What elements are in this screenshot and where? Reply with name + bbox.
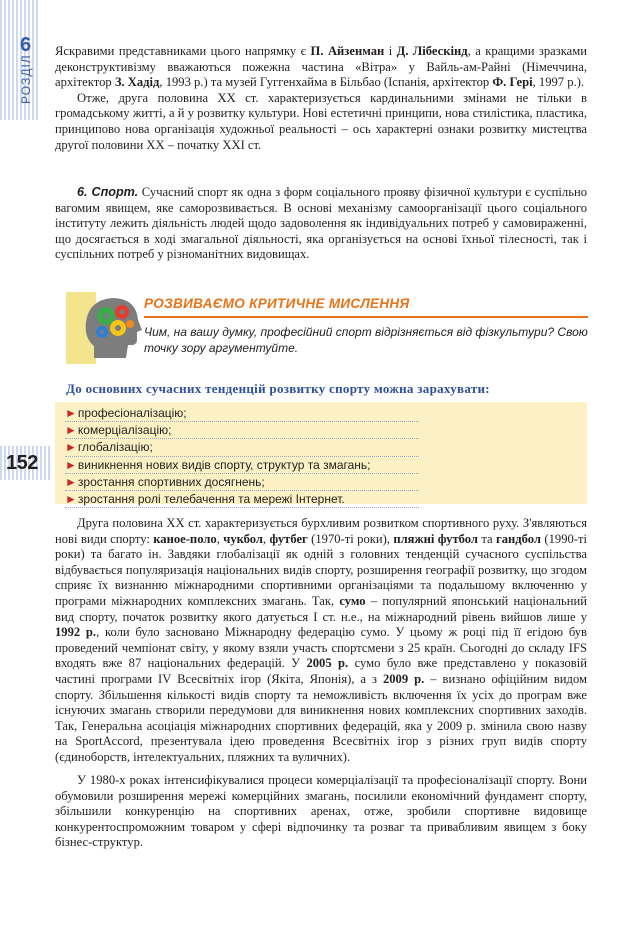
critical-thinking-title: РОЗВИВАЄМО КРИТИЧНЕ МИСЛЕННЯ xyxy=(144,296,410,311)
list-item: ►глобалізацію; xyxy=(65,439,419,456)
page-number-tab xyxy=(0,446,50,480)
chapter-word: РОЗДІЛ xyxy=(18,54,33,104)
paragraph: Друга половина XX ст. характеризується бурхливим розвитком спортивного руху. З'являються нові види спорту: каное-поло, чукбол, футбег (1970-ті роки), пляжні футбол та гандбол (1990-ті роки) та багато ін. Завдяки глобалізації як одній з головних тенденцій сучасного суспільства відбувається популяризація національних видів спорту, розширення географії розвитку, що згодом сприяє їх визнанню міжнародними спортивними організаціями та подальшому включенню у програми міжнародних комплексних змагань. Так, сумо – популярний японський національний вид спорту, початок розвитку якого датується I ст. н.е., на міжнародний рівень вийшов лише у 1992 р., коли було засновано Міжнародну федерацію сумо. У цьому ж році під її егідою був проведений чемпіонат світу, у якому взяли участь спортсмени з 25 країн. Сьогодні до складу IFS входять вже 87 національних федерацій. У 2005 р. сумо було вже представлено у показовій частині програми IV Всесвітніх ігор (Якіта, Японія), а з 2009 р. – визнано офіційним видом спорту. Збільшення кількості видів спорту та неможливість включення їх усіх до програм вже існуючих змагань створили передумови для виникнення нових комплексних спортивних заходів. Так, Генеральна асоціація міжнародних спортивних федерацій, яка у 2009 р. змінила свою назву на SportAccord, презентувала ідею проведення Всесвітніх ігор з різних груп видів спорту (єдиноборств, інтелектуальних, пляжних та вуличних). xyxy=(55,516,587,764)
paragraph: 6. Спорт. Сучасний спорт як одна з форм соціального прояву фізичної культури є суспільно вагомим явищем, яке саморозвивається. В основі механізму самоорганізації цього соціального інституту лежить діяльність людей щодо задоволення як індивідуальних потреб у самовираженні, що досягається в ході змагальної діяльності, яка організується на основі їхньої тілесності, так і суспільних потреб у різноманітних видовищах. xyxy=(55,185,587,262)
text-block-sport xyxy=(55,185,587,263)
triangle-bullet-icon: ► xyxy=(65,492,77,507)
triangle-bullet-icon: ► xyxy=(65,440,77,455)
list-item: ►виникнення нових видів спорту, структур та змагань; xyxy=(65,457,419,474)
text-block-commercialization xyxy=(55,773,587,851)
trends-title: До основних сучасних тенденцій розвитку спорту можна зарахувати: xyxy=(66,381,490,396)
paragraph: Яскравими представниками цього напрямку є П. Айзенман і Д. Лібескінд, а кращими зразками деконструктивізму вважаються пожежна частина «Вітра» у Вайль-ам-Райні (Німеччина, архітектор З. Хадід, 1993 р.) та музей Гуггенхайма в Більбао (Іспанія, архітектор Ф. Гері, 1997 р.). xyxy=(55,44,587,90)
critical-thinking-box xyxy=(66,292,588,364)
list-item: ►зростання спортивних досягнень; xyxy=(65,474,419,491)
critical-thinking-question: Чим, на вашу думку, професійний спорт відрізняється від фізкультури? Свою точку зору аргументуйте. xyxy=(144,325,588,355)
paragraph: У 1980-х роках інтенсифікувалися процеси комерціалізації та професіоналізації спорту. Вони обумовили розширення мережі комерційних змагань, посилили економічний фундамент спорту, збільшили конкуренцію на спортивних аренах, отже, зробили спортивне видовище конкурентоспроможним товаром у сфері відпочинку та розваг та привабливим явищем з боку бізнес-структур. xyxy=(55,773,587,850)
triangle-bullet-icon: ► xyxy=(65,474,77,489)
triangle-bullet-icon: ► xyxy=(65,423,77,438)
triangle-bullet-icon: ► xyxy=(65,457,77,472)
text-block-sport-development xyxy=(55,516,587,766)
chapter-label xyxy=(14,34,37,104)
list-item: ►професіоналізацію; xyxy=(65,405,419,422)
list-item: ►комерціалізацію; xyxy=(65,422,419,439)
head-gears-icon xyxy=(80,294,144,360)
list-item: ►зростання ролі телебачення та мережі Інтернет. xyxy=(65,491,419,508)
chapter-number: 6 xyxy=(19,34,32,57)
title-underline xyxy=(144,316,588,318)
trends-box xyxy=(55,402,587,507)
section-heading: 6. Спорт. xyxy=(77,185,139,199)
page-number: 152 xyxy=(6,452,38,474)
text-block-architecture xyxy=(55,44,587,153)
triangle-bullet-icon: ► xyxy=(65,406,77,420)
trends-list xyxy=(55,402,587,508)
paragraph: Отже, друга половина XX ст. характеризується кардинальними змінами не тільки в громадському житті, а й у розвитку культури. Нові естетичні принципи, нова стилістика, пластика, принципово нова організація художньої реальності – ось характерні ознаки розвитку мистецтва другої половини XX – початку XXI ст. xyxy=(55,90,587,152)
